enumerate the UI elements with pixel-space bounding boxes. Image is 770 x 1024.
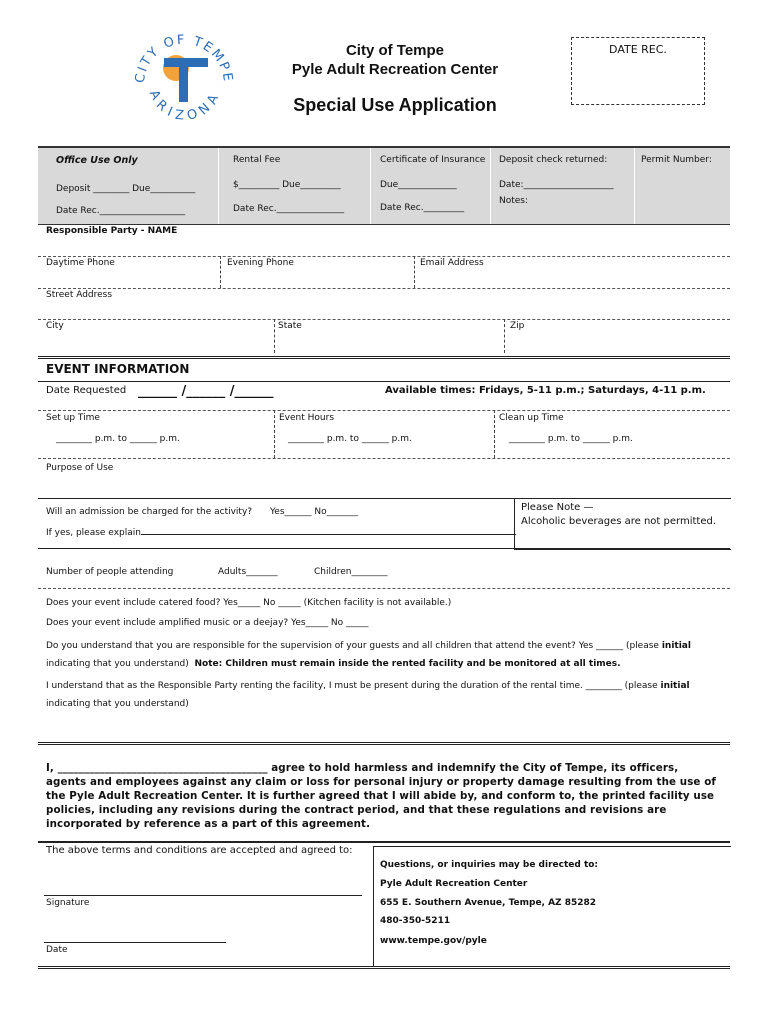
date-rec-box[interactable] [571,37,705,105]
responsible-party-label: Responsible Party - NAME [46,226,178,236]
daytime-phone-label: Daytime Phone [46,258,115,268]
rental-amount-field[interactable]: $_________ Due_________ [233,180,341,190]
signature-line[interactable] [44,895,362,896]
terms-accepted-label: The above terms and conditions are accepted and agreed to: [46,845,353,856]
responsible-presence-question[interactable] [46,681,690,691]
event-hours-label: Event Hours [279,413,335,423]
admission-question: Will an admission be charged for the activity? [46,507,253,517]
evening-phone-label: Evening Phone [227,258,294,268]
notes-label: Notes: [499,196,529,206]
responsible-presence-text: I understand that as the Responsible Party renting the facility, I must be present during the duration of the rental time. ________ (please [46,681,658,691]
explain-label: If yes, please explain [46,528,141,538]
date-requested-label: Date Requested [46,385,127,396]
purpose-of-use-label: Purpose of Use [46,463,114,473]
office-use-title: Office Use Only [56,155,138,166]
catered-food-question[interactable]: Does your event include catered food? Yes_____ No _____ (Kitchen facility is not available.) [46,598,452,608]
amplified-music-question[interactable]: Does your event include amplified music or a deejay? Yes_____ No _____ [46,618,369,628]
initial-label-2: initial [660,681,690,691]
deposit-field[interactable]: Deposit ________ Due__________ [56,184,196,194]
office-use-section [38,146,730,225]
email-label: Email Address [420,258,484,268]
date-label: Date [46,945,68,955]
event-information-title: EVENT INFORMATION [46,362,190,376]
city-of-tempe-logo [128,22,240,134]
rental-fee-label: Rental Fee [233,155,281,165]
setup-time-label: Set up Time [46,413,100,423]
event-hours-field[interactable]: ________ p.m. to ______ p.m. [288,434,412,444]
children-field[interactable]: Children________ [314,567,388,577]
signature-label: Signature [46,898,90,908]
date-rec-field-1[interactable]: Date Rec.___________________ [56,206,186,216]
city-label: City [46,321,64,331]
certificate-insurance-label: Certificate of Insurance [380,155,486,165]
supervision-question[interactable] [46,641,691,651]
zip-label: Zip [510,321,525,331]
contact-address: 655 E. Southern Avenue, Tempe, AZ 85282 [380,898,597,908]
bottom-rule [38,966,730,969]
contact-center-name: Pyle Adult Recreation Center [380,879,528,889]
questions-label: Questions, or inquiries may be directed to: [380,860,599,870]
setup-time-field[interactable]: ________ p.m. to ______ p.m. [56,434,180,444]
contact-website[interactable]: www.tempe.gov/pyle [380,936,487,946]
deposit-returned-label: Deposit check returned: [499,155,608,165]
date-requested-field[interactable]: ______ /______ /______ [138,384,274,399]
explain-field[interactable] [46,528,516,538]
date-rec-label: DATE REC. [609,43,667,56]
contact-phone: 480-350-5211 [380,916,451,926]
supervision-line-2 [46,659,621,669]
indicating-text-1: indicating that you understand) [46,659,189,669]
center-name: Pyle Adult Recreation Center [291,61,499,78]
date-line[interactable] [44,942,226,943]
indicating-text-2: indicating that you understand) [46,699,189,709]
available-times: Available times: Fridays, 5-11 p.m.; Saturdays, 4-11 p.m. [385,385,706,396]
svg-text:ARIZONA: ARIZONA [145,87,225,125]
permit-number-label: Permit Number: [641,155,712,165]
street-address-label: Street Address [46,290,113,300]
date-rec-field-3[interactable]: Date Rec._________ [380,203,465,213]
deposit-date-field[interactable]: Date:____________________ [499,180,614,190]
supervision-text: Do you understand that you are responsible for the supervision of your guests and all children that attend the event? Yes ______ (please [46,641,659,651]
certificate-due-field[interactable]: Due_____________ [380,180,457,190]
people-attending-label: Number of people attending [46,567,174,577]
svg-text:CITY OF TEMPE: CITY OF TEMPE [132,32,236,85]
cleanup-time-field[interactable]: ________ p.m. to ______ p.m. [509,434,633,444]
date-rec-field-2[interactable]: Date Rec._______________ [233,204,345,214]
agreement-text: I, ________________________________________ agree to hold harmless and indemnify the City of Tempe, its officers, agents and employees against any claim or loss for personal injury or property damage resulting from the use of the Pyle Adult Recreation Center. It is further agreed that I will abide by, and conform to, the printed facility use policies, including any revisions during the contract period, and that these regulations and revisions are incorporated by reference as a part of this agreement. [46,762,716,830]
alcohol-note-text: Alcoholic beverages are not permitted. [521,516,717,527]
alcohol-note-title: Please Note — [521,502,594,513]
admission-yes-no-field[interactable]: Yes______ No_______ [270,507,359,517]
children-note: Note: Children must remain inside the rented facility and be monitored at all times. [194,659,621,669]
form-title: Special Use Application [293,95,497,115]
state-label: State [278,321,302,331]
agreement-section [38,742,730,843]
initial-label-1: initial [661,641,691,651]
event-information-header [38,356,730,382]
cleanup-time-label: Clean up Time [499,413,564,423]
city-name: City of Tempe [345,42,445,59]
adults-field[interactable]: Adults_______ [218,567,278,577]
